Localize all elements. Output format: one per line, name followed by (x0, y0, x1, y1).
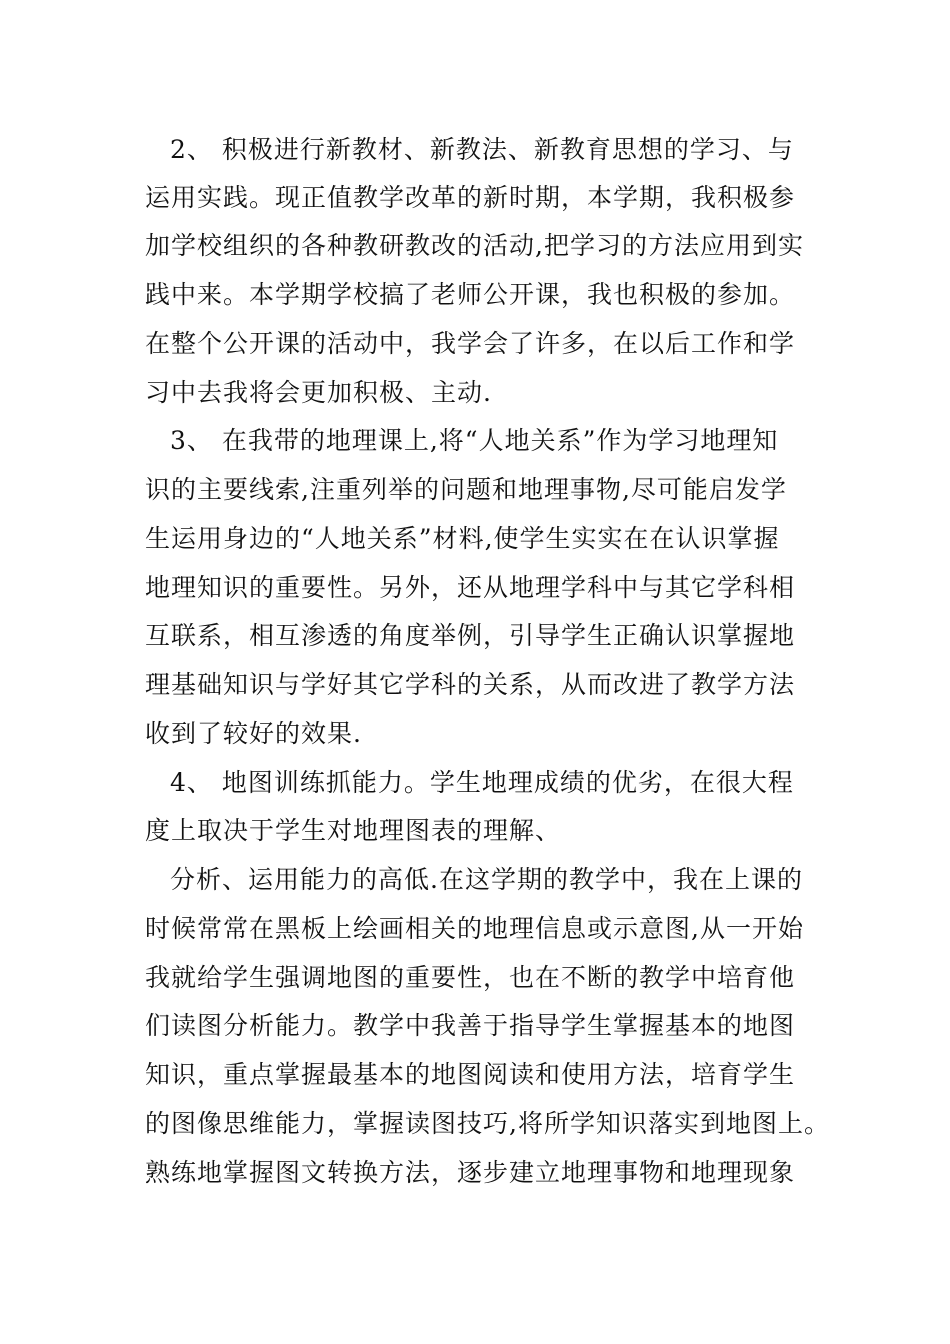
text-line: 加学校组织的各种教研教改的活动,把学习的方法应用到实 (145, 231, 804, 260)
text-line: 地理知识的重要性。另外，还从地理学科中与其它学科相 (145, 573, 796, 602)
text-line: 们读图分析能力。教学中我善于指导学生掌握基本的地图 (145, 1011, 796, 1040)
text-line: 熟练地掌握图文转换方法，逐步建立地理事物和地理现象 (145, 1158, 796, 1187)
text-line: 4、 地图训练抓能力。学生地理成绩的优劣，在很大程 (170, 768, 794, 797)
text-line: 识的主要线索,注重列举的问题和地理事物,尽可能启发学 (145, 475, 787, 504)
text-line: 知识，重点掌握最基本的地图阅读和使用方法，培育学生 (145, 1060, 796, 1089)
text-line: 在整个公开课的活动中，我学会了许多，在以后工作和学 (145, 329, 796, 358)
text-line: 3、 在我带的地理课上,将“人地关系”作为学习地理知 (170, 426, 779, 455)
text-line: 我就给学生强调地图的重要性，也在不断的教学中培育他 (145, 963, 796, 992)
text-line: 的图像思维能力，掌握读图技巧,将所学知识落实到地图上。 (145, 1109, 830, 1138)
text-line: 分析、运用能力的高低.在这学期的教学中，我在上课的 (170, 865, 803, 894)
text-line: 践中来。本学期学校搞了老师公开课，我也积极的参加。 (145, 280, 796, 309)
text-line: 互联系，相互渗透的角度举例，引导学生正确认识掌握地 (145, 621, 796, 650)
text-line: 理基础知识与学好其它学科的关系，从而改进了教学方法 (145, 670, 796, 699)
text-line: 习中去我将会更加积极、主动. (145, 378, 492, 407)
text-line: 生运用身边的“人地关系”材料,使学生实实在在认识掌握 (145, 524, 780, 553)
text-line: 运用实践。现正值教学改革的新时期，本学期，我积极参 (145, 183, 796, 212)
text-line: 时候常常在黑板上绘画相关的地理信息或示意图,从一开始 (145, 914, 804, 943)
text-line: 度上取决于学生对地理图表的理解、 (145, 816, 562, 845)
text-line: 收到了较好的效果. (145, 719, 362, 748)
text-line: 2、 积极进行新教材、新教法、新教育思想的学习、与 (170, 135, 794, 164)
